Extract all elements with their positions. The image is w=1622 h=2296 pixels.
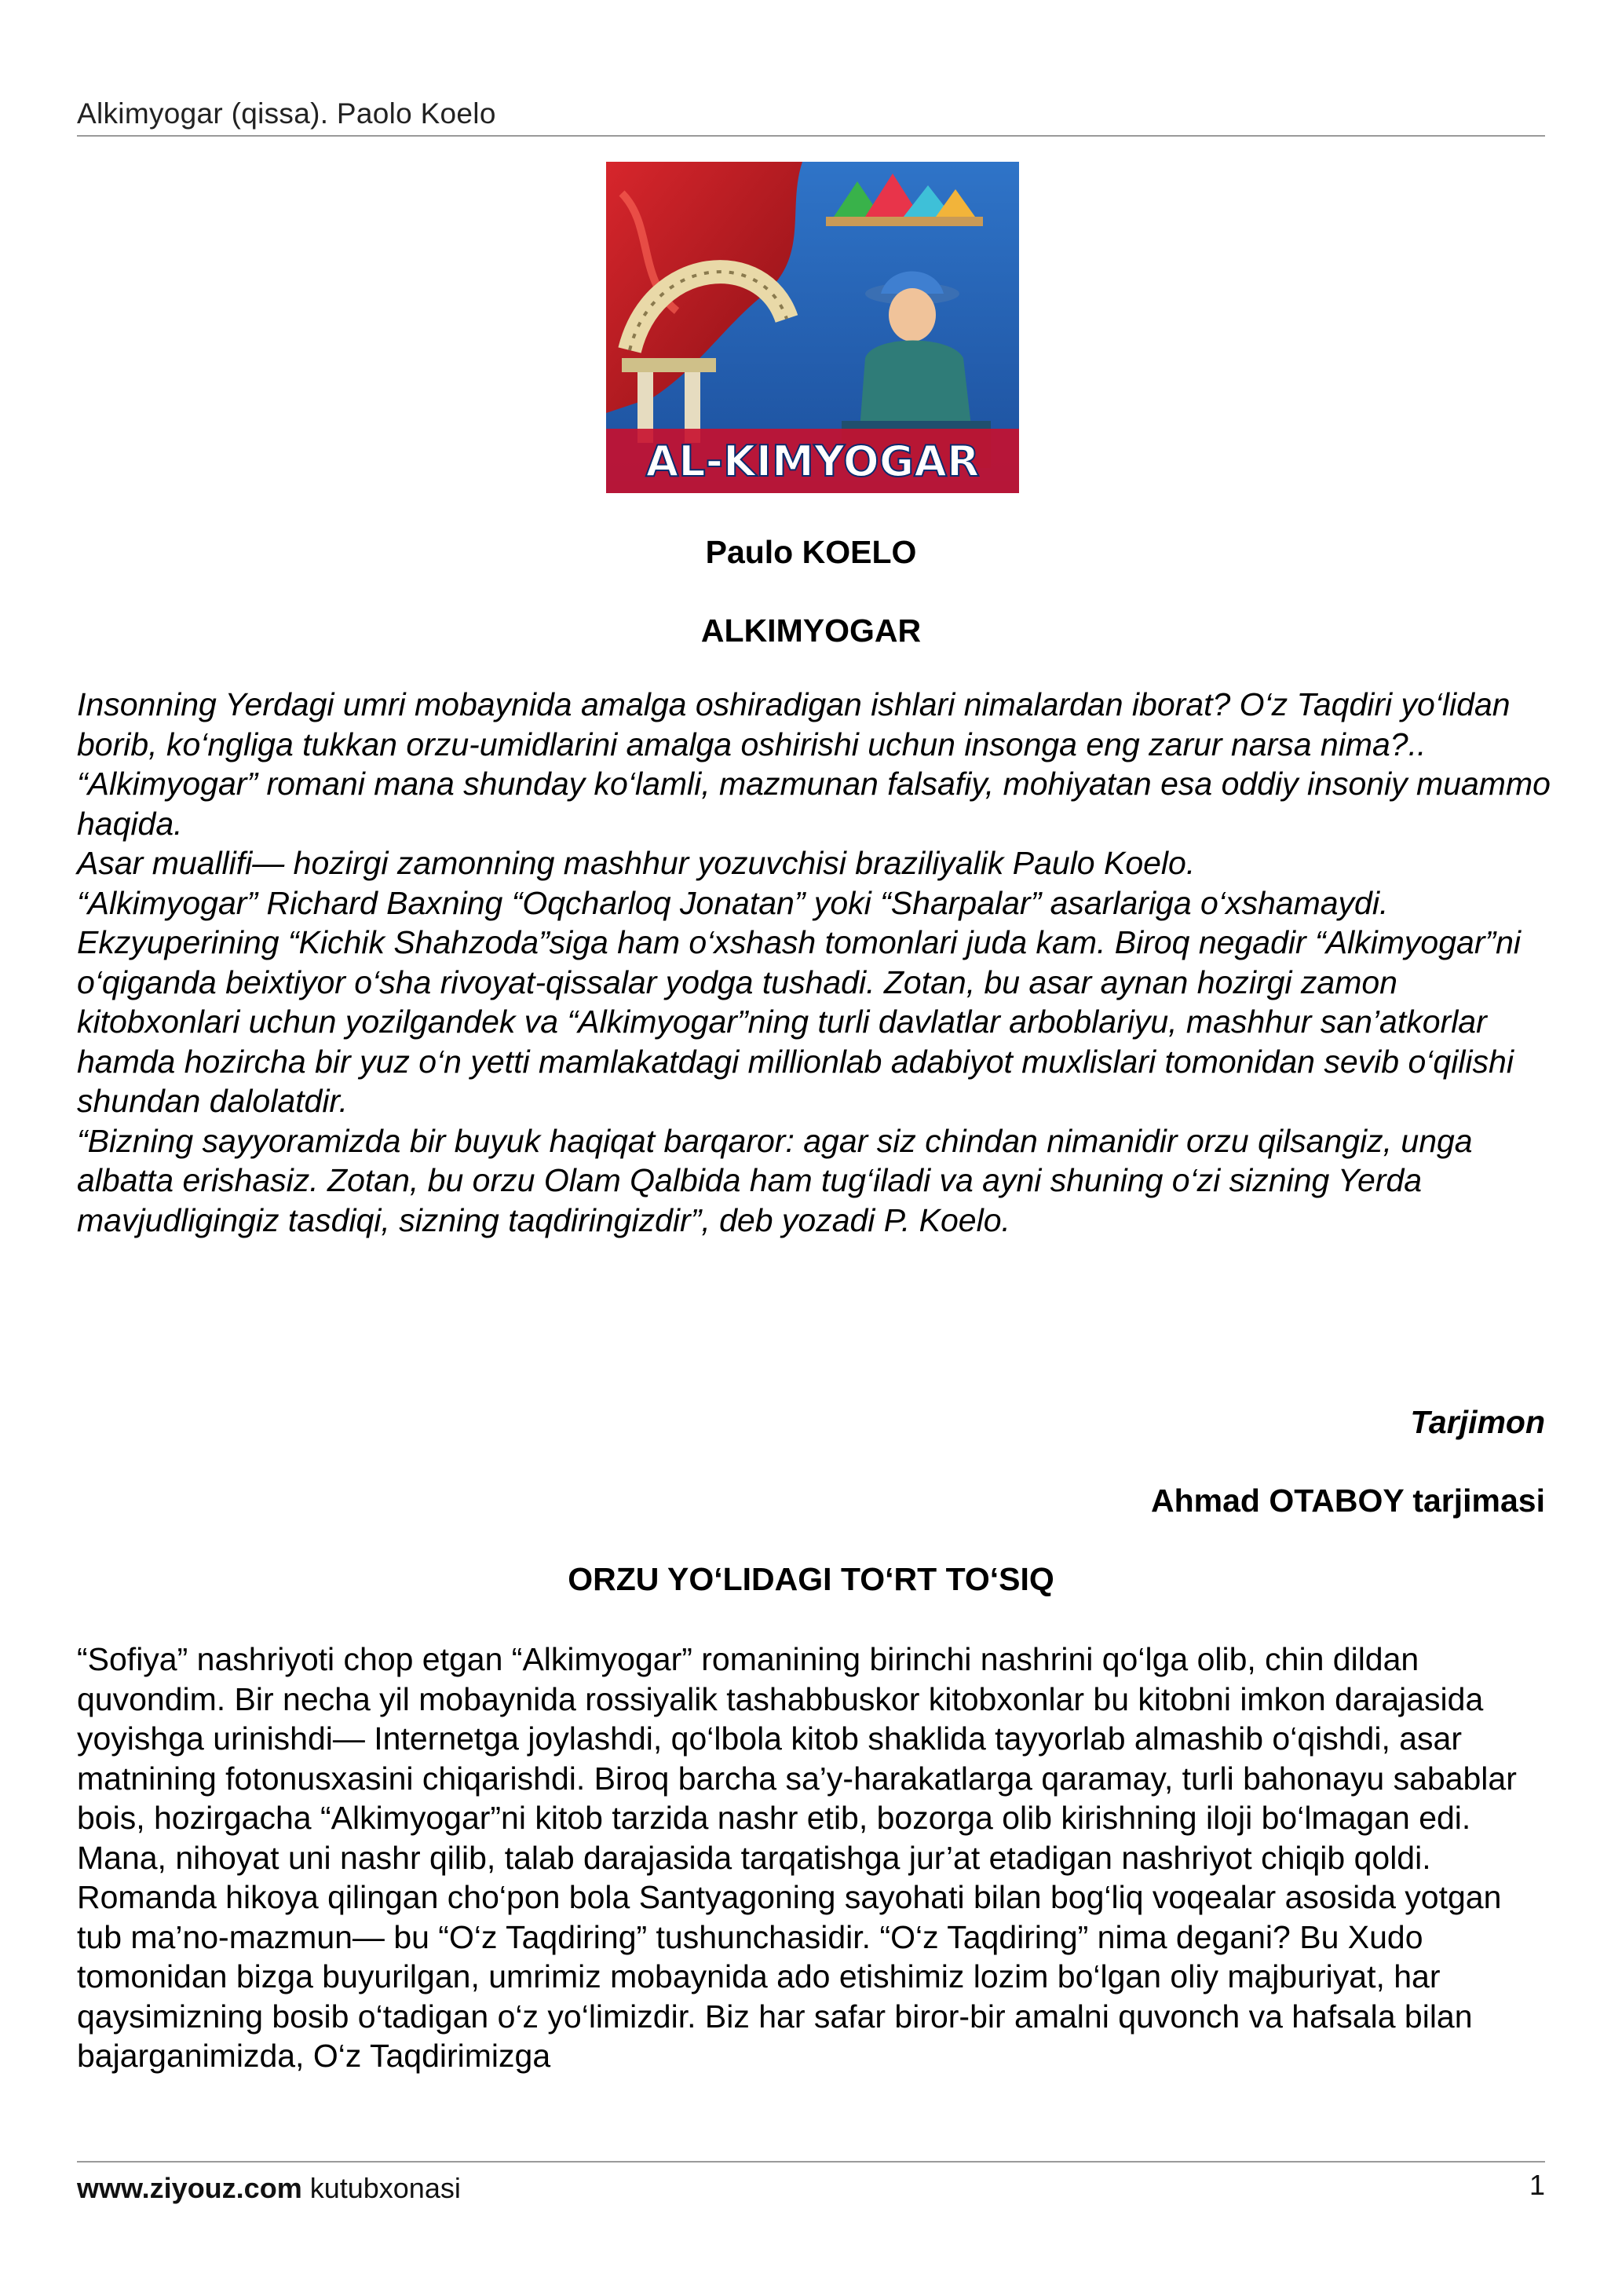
footer-site-suffix: kutubxonasi <box>301 2172 461 2204</box>
body-paragraph: “Sofiya” nashriyoti chop etgan “Alkimyogar” romanining birinchi nashrini qo‘lga olib, chin dildan quvondim. Bir necha yil mobaynida rossiyalik tashabbuskor kitobxonlar bu kitobni imkon darajasida yoyishga urinishdi— Internetga joylashdi, qo‘lbola kitob shaklida tayyorlab almashib o‘qishdi, asar matnining fotonusxasini chiqarishdi. Biroq barcha sa’y-harakatlarga qaramay, turli bahonayu sabablar bois, hozirgacha “Alkimyogar”ni kitob tarzida nashr etib, bozorga olib kirishning iloji bo‘lmagan edi. <box>77 1641 1517 1836</box>
book-title: ALKIMYOGAR <box>700 612 922 649</box>
footer-divider <box>77 2161 1545 2163</box>
page-number: 1 <box>1529 2169 1545 2201</box>
intro-paragraph: Insonning Yerdagi umri mobaynida amalga oshiradigan ishlari nimalardan iborat? O‘z Taqdiri yo‘lidan borib, ko‘ngliga tukkan orzu-umidlarini amalga oshirishi uchun insonga eng zarur narsa nima?.. <box>77 686 1511 762</box>
footer-site-link[interactable]: www.ziyouz.com <box>77 2172 302 2204</box>
intro-paragraph: “Alkimyogar” romani mana shunday ko‘lamli, mazmunan falsafiy, mohiyatan esa oddiy insoniy muammo haqida. <box>77 766 1551 842</box>
translator-name: Ahmad OTABOY tarjimasi <box>1151 1483 1545 1519</box>
body-section <box>77 1640 1553 2076</box>
running-header: Alkimyogar (qissa). Paolo Koelo <box>77 97 496 130</box>
intro-paragraph: “Alkimyogar” Richard Baxning “Oqcharloq Jonatan” yoki “Sharpalar” asarlariga o‘xshamaydi. Ekzyuperining “Kichik Shahzoda”siga ham o‘xshash tomonlari juda kam. Biroq negadir “Alkimyogar”ni o‘qiganda beixtiyor o‘sha rivoyat-qissalar yodga tushadi. Zotan, bu asar aynan hozirgi zamon kitobxonlari uchun yozilgandek va “Alkimyogar”ning turli davlatlar arboblariyu, mashhur san’atkorlar hamda hozircha bir yuz o‘n yetti mamlakatdagi millionlab adabiyot muxlislari tomonidan sevib o‘qilishi shundan dalolatdir. <box>77 884 1522 1119</box>
header-divider <box>77 135 1545 137</box>
intro-section <box>77 685 1553 1240</box>
footer-source <box>77 2172 461 2205</box>
intro-paragraph: “Bizning sayyoramizda bir buyuk haqiqat barqaror: agar siz chindan nimanidir orzu qilsangiz, unga albatta erishasiz. Zotan, bu orzu Olam Qalbida ham tug‘iladi va ayni shuning o‘zi sizning Yerda mavjudligingiz tasdiqi, sizning taqdiringizdir”, deb yozadi P. Koelo. <box>77 1122 1473 1238</box>
translator-label: Tarjimon <box>1410 1404 1545 1440</box>
intro-paragraph: Asar muallifi— hozirgi zamonning mashhur yozuvchisi braziliyalik Paulo Koelo. <box>77 845 1196 881</box>
section-heading: ORZU YO‘LIDAGI TO‘RT TO‘SIQ <box>568 1561 1054 1597</box>
body-paragraph: Mana, nihoyat uni nashr qilib, talab darajasida tarqatishga jur’at etadigan nashriyot chiqib qoldi. Romanda hikoya qilingan cho‘pon bola Santyagoning sayohati bilan bog‘liq voqealar asosida yotgan tub ma’no-mazmun— bu “O‘z Taqdiring” tushunchasidir. “O‘z Taqdiring” nima degani? Bu Xudo tomonidan bizga buyurilgan, umrimiz mobaynida ado etishimiz lozim bo‘lgan oliy majburiyat, har qaysimizning bosib o‘tadigan o‘z yo‘limizdir. Biz har safar biror-bir amalni quvonch va hafsala bilan bajarganimizda, O‘z Taqdirimizga <box>77 1839 1502 2074</box>
book-cover-image <box>606 162 1019 493</box>
author-name: Paulo KOELO <box>705 534 917 570</box>
cover-title: AL-KIMYOGAR <box>645 437 980 486</box>
